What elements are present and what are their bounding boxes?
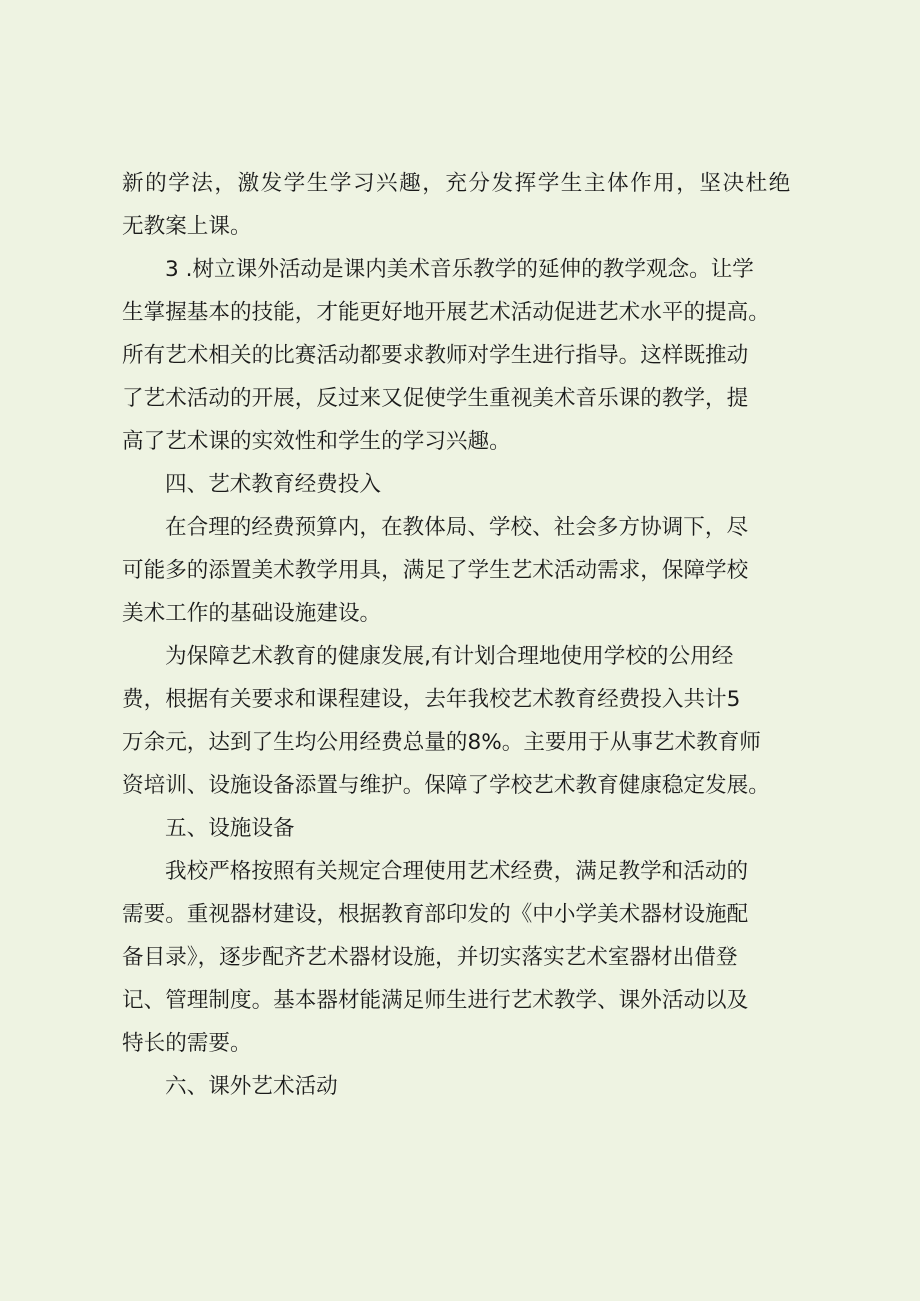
text-line: 万余元，达到了生均公用经费总量的8%。主要用于从事艺术教育师: [122, 730, 761, 755]
section-heading: 六、课外艺术活动: [165, 1074, 338, 1099]
section-heading: 五、设施设备: [165, 816, 295, 841]
text-line: 可能多的添置美术教学用具，满足了学生艺术活动需求，保障学校: [122, 558, 749, 583]
text-line: 无教案上课。: [122, 214, 252, 239]
text-line: 所有艺术相关的比赛活动都要求教师对学生进行指导。这样既推动: [122, 343, 749, 368]
text-line: 美术工作的基础设施建设。: [122, 601, 382, 626]
text-line: 备目录》，逐步配齐艺术器材设施，并切实落实艺术室器材出借登: [122, 945, 738, 970]
text-line: 3 .树立课外活动是课内美术音乐教学的延伸的教学观念。让学: [165, 257, 754, 282]
text-line: 特长的需要。: [122, 1031, 252, 1056]
text-line: 需要。重视器材建设，根据教育部印发的《中小学美术器材设施配: [122, 902, 749, 927]
text-line: 记、管理制度。基本器材能满足师生进行艺术教学、课外活动以及: [122, 988, 749, 1013]
text-line: 在合理的经费预算内，在教体局、学校、社会多方协调下，尽: [165, 515, 749, 540]
text-line: 费，根据有关要求和课程建设，去年我校艺术教育经费投入共计5: [122, 687, 741, 712]
text-line: 新的学法，激发学生学习兴趣，充分发挥学生主体作用，坚决杜绝: [122, 171, 792, 196]
text-line: 我校严格按照有关规定合理使用艺术经费，满足教学和活动的: [165, 859, 749, 884]
text-line: 为保障艺术教育的健康发展,有计划合理地使用学校的公用经: [165, 644, 734, 669]
section-heading: 四、艺术教育经费投入: [165, 472, 381, 497]
text-line: 生掌握基本的技能，才能更好地开展艺术活动促进艺术水平的提高。: [122, 300, 770, 325]
text-line: 了艺术活动的开展，反过来又促使学生重视美术音乐课的教学，提: [122, 386, 749, 411]
text-line: 高了艺术课的实效性和学生的学习兴趣。: [122, 429, 511, 454]
text-line: 资培训、设施设备添置与维护。保障了学校艺术教育健康稳定发展。: [122, 773, 770, 798]
